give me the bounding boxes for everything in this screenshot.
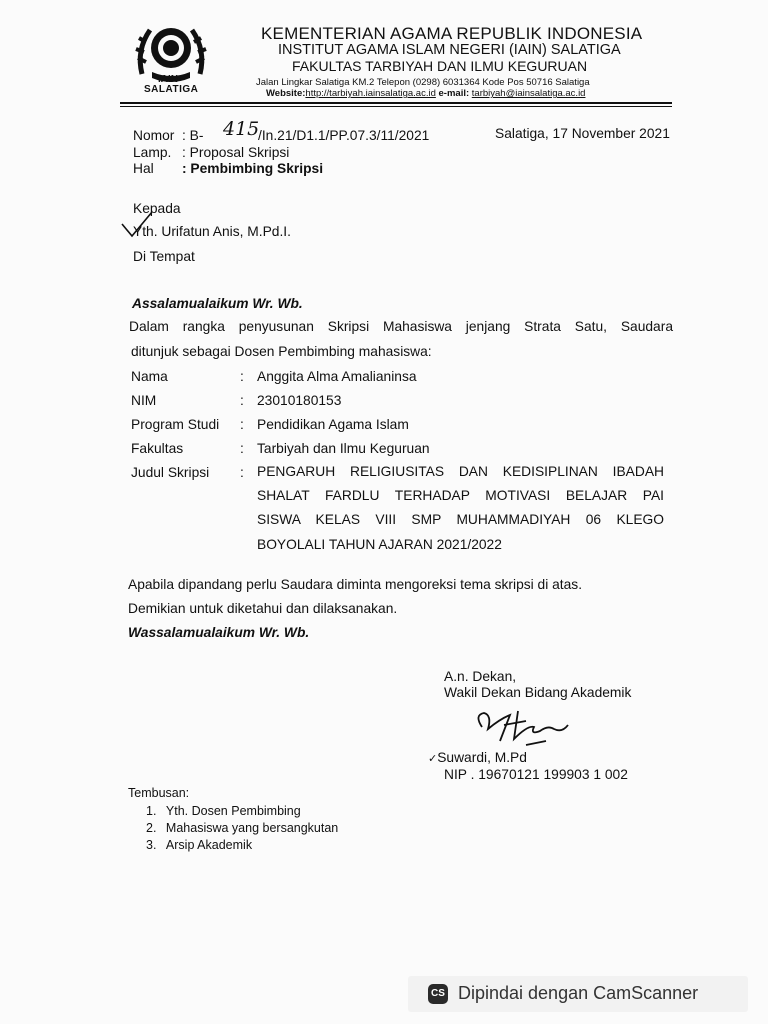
field-colon: :: [240, 369, 244, 384]
email-link[interactable]: tarbiyah@iainsalatiga.ac.id: [471, 88, 586, 99]
website-label: Website:: [266, 88, 306, 99]
iain-logo: [128, 14, 214, 100]
field-label-nama: Nama: [131, 369, 168, 384]
handwritten-signature: [470, 705, 580, 753]
camscanner-watermark: [408, 976, 748, 1012]
thesis-title-line-4: BOYOLALI TAHUN AJARAN 2021/2022: [257, 537, 502, 552]
tembusan-item-text: Mahasiswa yang bersangkutan: [165, 821, 339, 835]
field-colon: :: [240, 441, 244, 456]
check-mark-icon: [118, 210, 158, 240]
field-colon: :: [240, 417, 244, 432]
recipient-place: Di Tempat: [133, 249, 195, 264]
closing-line-1: Apabila dipandang perlu Saudara diminta mengoreksi tema skripsi di atas.: [128, 577, 583, 592]
tembusan-item-num: 2.: [146, 821, 157, 835]
email-label: e-mail:: [438, 88, 470, 99]
nomor-handwritten: 415: [223, 118, 260, 140]
tembusan-label: Tembusan:: [128, 786, 190, 800]
kop-address: Jalan Lingkar Salatiga KM.2 Telepon (0298) 6031364 Kode Pos 50716 Salatiga: [256, 77, 590, 88]
tembusan-item-text: Arsip Akademik: [165, 838, 253, 852]
tembusan-item: [146, 804, 301, 818]
field-colon: :: [240, 465, 244, 480]
field-value-prodi: Pendidikan Agama Islam: [257, 417, 409, 432]
hal-value: : Pembimbing Skripsi: [182, 161, 324, 176]
field-label-prodi: Program Studi: [131, 417, 220, 432]
kop-contact: [266, 88, 585, 99]
camscanner-text: Dipindai dengan CamScanner: [458, 983, 699, 1003]
field-colon: :: [240, 393, 244, 408]
kop-ministry: KEMENTERIAN AGAMA REPUBLIK INDONESIA: [261, 24, 643, 43]
intro-line-2: ditunjuk sebagai Dosen Pembimbing mahasiswa:: [131, 344, 432, 359]
signature-nip: NIP . 19670121 199903 1 002: [444, 767, 628, 782]
tembusan-item: [146, 821, 338, 835]
farewell: Wassalamualaikum Wr. Wb.: [128, 625, 310, 640]
signature-line-2: Wakil Dekan Bidang Akademik: [444, 685, 632, 700]
nomor-number: /In.21/D1.1/PP.07.3/11/2021: [258, 128, 430, 143]
hal-label: Hal: [133, 161, 154, 176]
field-value-nama: Anggita Alma Amalianinsa: [257, 369, 417, 384]
letter-date: Salatiga, 17 November 2021: [495, 126, 670, 141]
signatory-name: Suwardi, M.Pd: [437, 750, 527, 765]
tembusan-item: [146, 838, 252, 852]
tembusan-item-num: 3.: [146, 838, 157, 852]
recipient-name: Yth. Urifatun Anis, M.Pd.I.: [133, 224, 291, 239]
field-label-nim: NIM: [131, 393, 157, 408]
nomor-label: Nomor: [133, 128, 175, 143]
intro-line-1: Dalam rangka penyusunan Skripsi Mahasiswa jenjang Strata Satu, Saudara: [129, 319, 673, 334]
signature-name: ✓Suwardi, M.Pd: [428, 750, 527, 765]
letterhead-rule-thin: [120, 106, 672, 107]
kop-institute: INSTITUT AGAMA ISLAM NEGERI (IAIN) SALATIGA: [278, 42, 621, 58]
field-label-fakultas: Fakultas: [131, 441, 184, 456]
logo-text-salatiga: SALATIGA: [144, 84, 199, 95]
camscanner-icon: CS: [428, 984, 448, 1004]
logo-text-iain: IAIN: [158, 74, 178, 85]
lamp-value: : Proposal Skripsi: [182, 145, 290, 160]
thesis-title-line-2: SHALAT FARDLU TERHADAP MOTIVASI BELAJAR PAI: [257, 488, 664, 503]
nomor-prefix: : B-: [182, 128, 204, 143]
closing-line-2: Demikian untuk diketahui dan dilaksanakan.: [128, 601, 398, 616]
greeting: Assalamualaikum Wr. Wb.: [132, 296, 303, 311]
field-value-fakultas: Tarbiyah dan Ilmu Keguruan: [257, 441, 430, 456]
lamp-label: Lamp.: [133, 145, 172, 160]
field-value-nim: 23010180153: [257, 393, 342, 408]
recipient-kepada: Kepada: [133, 201, 181, 216]
thesis-title-line-3: SISWA KELAS VIII SMP MUHAMMADIYAH 06 KLEGO: [257, 512, 664, 527]
tembusan-item-text: Yth. Dosen Pembimbing: [165, 804, 301, 818]
tembusan-item-num: 1.: [146, 804, 157, 818]
field-label-judul: Judul Skripsi: [131, 465, 210, 480]
letterhead-rule-thick: [120, 102, 672, 104]
thesis-title-line-1: PENGARUH RELIGIUSITAS DAN KEDISIPLINAN IBADAH: [257, 464, 664, 479]
website-link[interactable]: http://tarbiyah.iainsalatiga.ac.id: [305, 88, 436, 99]
kop-faculty: FAKULTAS TARBIYAH DAN ILMU KEGURUAN: [292, 58, 588, 74]
signature-line-1: A.n. Dekan,: [444, 669, 517, 684]
